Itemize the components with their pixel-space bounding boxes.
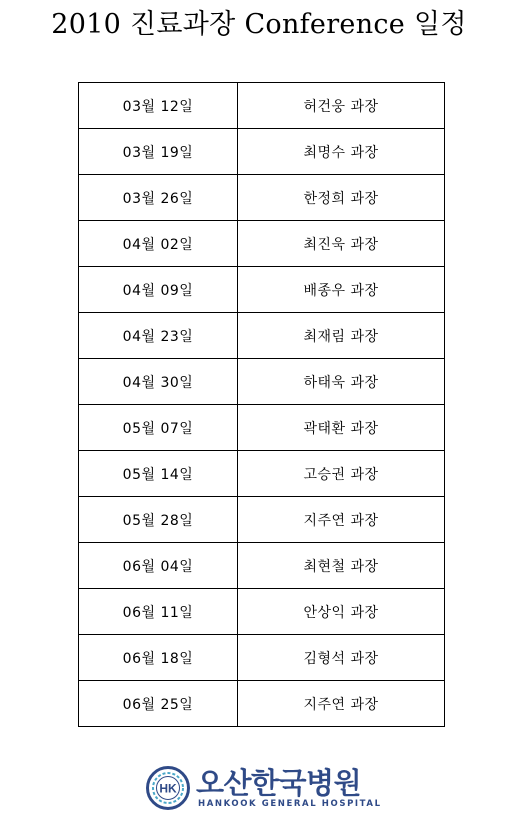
table-row [79, 129, 445, 175]
page-title: 2010 진료과장 Conference 일정 [51, 9, 467, 40]
table-row [79, 359, 445, 405]
presenter-cell: 지주연 과장 [238, 497, 445, 543]
emblem-letters: HK [159, 781, 177, 796]
hospital-name: 오산한국병원 [196, 765, 362, 800]
hospital-logo [146, 760, 382, 816]
logo-text-block [196, 767, 382, 810]
presenter-cell: 고승권 과장 [238, 451, 445, 497]
presenter-cell: 곽태환 과장 [238, 405, 445, 451]
date-cell: 06월 25일 [79, 681, 238, 727]
date-cell: 06월 04일 [79, 543, 238, 589]
table-row [79, 175, 445, 221]
table-row [79, 405, 445, 451]
presenter-cell: 최현철 과장 [238, 543, 445, 589]
table-row [79, 589, 445, 635]
presenter-cell: 허건웅 과장 [238, 83, 445, 129]
date-cell: 05월 07일 [79, 405, 238, 451]
date-cell: 03월 19일 [79, 129, 238, 175]
table-row [79, 543, 445, 589]
table-row [79, 267, 445, 313]
presenter-cell: 최진욱 과장 [238, 221, 445, 267]
date-cell: 03월 26일 [79, 175, 238, 221]
presenter-cell: 최명수 과장 [238, 129, 445, 175]
conference-schedule-table [78, 82, 445, 727]
table-row [79, 83, 445, 129]
hospital-english-name: HANKOOK GENERAL HOSPITAL [198, 798, 382, 809]
date-cell: 06월 11일 [79, 589, 238, 635]
date-cell: 04월 09일 [79, 267, 238, 313]
table-row [79, 635, 445, 681]
presenter-cell: 지주연 과장 [238, 681, 445, 727]
date-cell: 04월 02일 [79, 221, 238, 267]
date-cell: 04월 30일 [79, 359, 238, 405]
presenter-cell: 안상익 과장 [238, 589, 445, 635]
date-cell: 05월 28일 [79, 497, 238, 543]
hospital-emblem-icon [146, 766, 190, 810]
table-row [79, 681, 445, 727]
date-cell: 04월 23일 [79, 313, 238, 359]
table-row [79, 221, 445, 267]
table-row [79, 451, 445, 497]
presenter-cell: 김형석 과장 [238, 635, 445, 681]
table-row [79, 313, 445, 359]
date-cell: 05월 14일 [79, 451, 238, 497]
date-cell: 03월 12일 [79, 83, 238, 129]
presenter-cell: 한정희 과장 [238, 175, 445, 221]
table-row [79, 497, 445, 543]
presenter-cell: 배종우 과장 [238, 267, 445, 313]
presenter-cell: 하태욱 과장 [238, 359, 445, 405]
date-cell: 06월 18일 [79, 635, 238, 681]
presenter-cell: 최재림 과장 [238, 313, 445, 359]
